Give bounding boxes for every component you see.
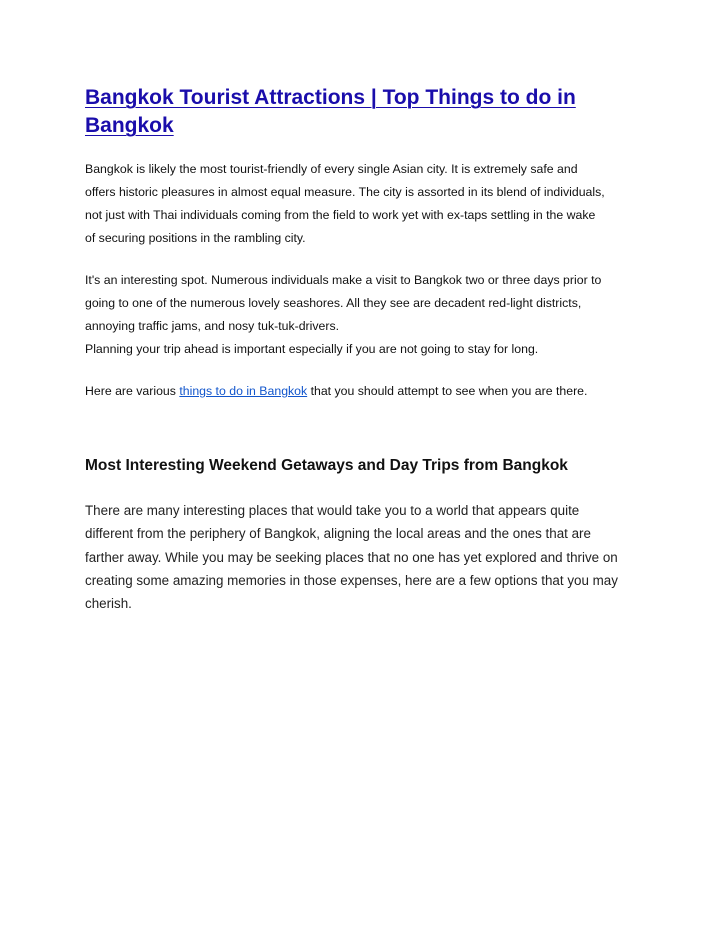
intro-paragraph xyxy=(85,158,645,250)
things-to-do-link[interactable]: things to do in Bangkok xyxy=(179,384,308,398)
text-before-link: Here are various xyxy=(85,384,180,398)
section-heading: Most Interesting Weekend Getaways and Day Trips from Bangkok xyxy=(85,457,568,474)
title-line-1[interactable]: Bangkok Tourist Attractions | Top Things to do in xyxy=(85,86,576,109)
paragraph-line: Bangkok is likely the most tourist-friendly of every single Asian city. It is extremely safe and xyxy=(85,162,578,176)
text-after-link: that you should attempt to see when you are there. xyxy=(307,384,588,398)
paragraph-line: different from the periphery of Bangkok, aligning the local areas and the ones that are xyxy=(85,526,591,542)
paragraph-line: not just with Thai individuals coming from the field to work yet with ex-taps settling in the wake xyxy=(85,208,596,222)
paragraph-line: It's an interesting spot. Numerous individuals make a visit to Bangkok two or three days prior to xyxy=(85,273,602,287)
page-title-link[interactable] xyxy=(85,84,645,140)
paragraph-line: cherish. xyxy=(85,596,132,612)
third-paragraph xyxy=(85,380,645,403)
paragraph-line: farther away. While you may be seeking places that no one has yet explored and thrive on xyxy=(85,549,618,565)
second-paragraph xyxy=(85,269,645,361)
paragraph-line: going to one of the numerous lovely seashores. All they see are decadent red-light districts, xyxy=(85,296,582,310)
title-line-2[interactable]: Bangkok xyxy=(85,114,174,137)
paragraph-line: offers historic pleasures in almost equal measure. The city is assorted in its blend of individuals, xyxy=(85,185,605,199)
fourth-paragraph xyxy=(85,499,645,615)
paragraph-line: creating some amazing memories in those expenses, here are a few options that you may xyxy=(85,572,618,588)
paragraph-line xyxy=(85,380,645,403)
paragraph-line: Planning your trip ahead is important especially if you are not going to stay for long. xyxy=(85,342,539,356)
paragraph-line: annoying traffic jams, and nosy tuk-tuk-drivers. xyxy=(85,319,340,333)
paragraph-line: There are many interesting places that would take you to a world that appears quite xyxy=(85,503,580,518)
paragraph-line: of securing positions in the rambling city. xyxy=(85,231,306,245)
